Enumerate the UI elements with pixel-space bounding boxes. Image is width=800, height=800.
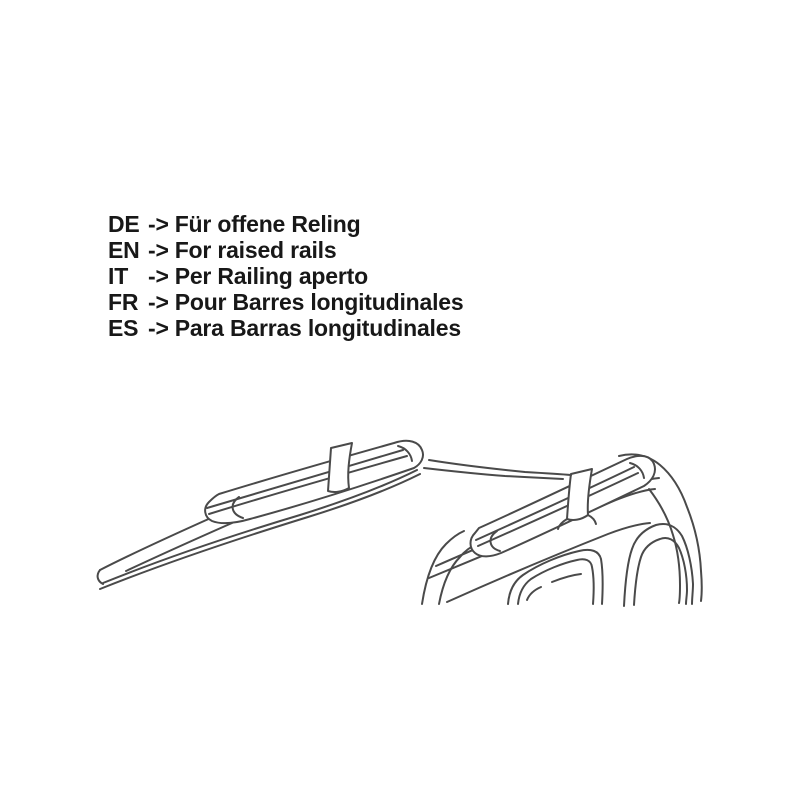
arrow-glyph: ->	[148, 211, 169, 237]
arrow-glyph: ->	[148, 263, 169, 289]
left-roof-rail	[98, 441, 423, 589]
car-body-lines	[429, 454, 702, 606]
compatibility-text: Para Barras longitudinales	[174, 315, 461, 341]
roof-edge-lines	[424, 460, 571, 479]
compatibility-text: Per Railing aperto	[174, 263, 368, 289]
language-code: ES	[108, 315, 139, 341]
language-code: FR	[108, 289, 139, 315]
arrow-glyph: ->	[148, 289, 169, 315]
arrow-glyph: ->	[148, 237, 169, 263]
compatibility-text: Pour Barres longitudinales	[174, 289, 464, 315]
language-code: DE	[108, 211, 140, 237]
compatibility-text: Für offene Reling	[174, 211, 361, 237]
language-code: IT	[108, 263, 129, 289]
compatibility-text: For raised rails	[174, 237, 337, 263]
arrow-glyph: ->	[148, 315, 169, 341]
language-code: EN	[108, 237, 140, 263]
